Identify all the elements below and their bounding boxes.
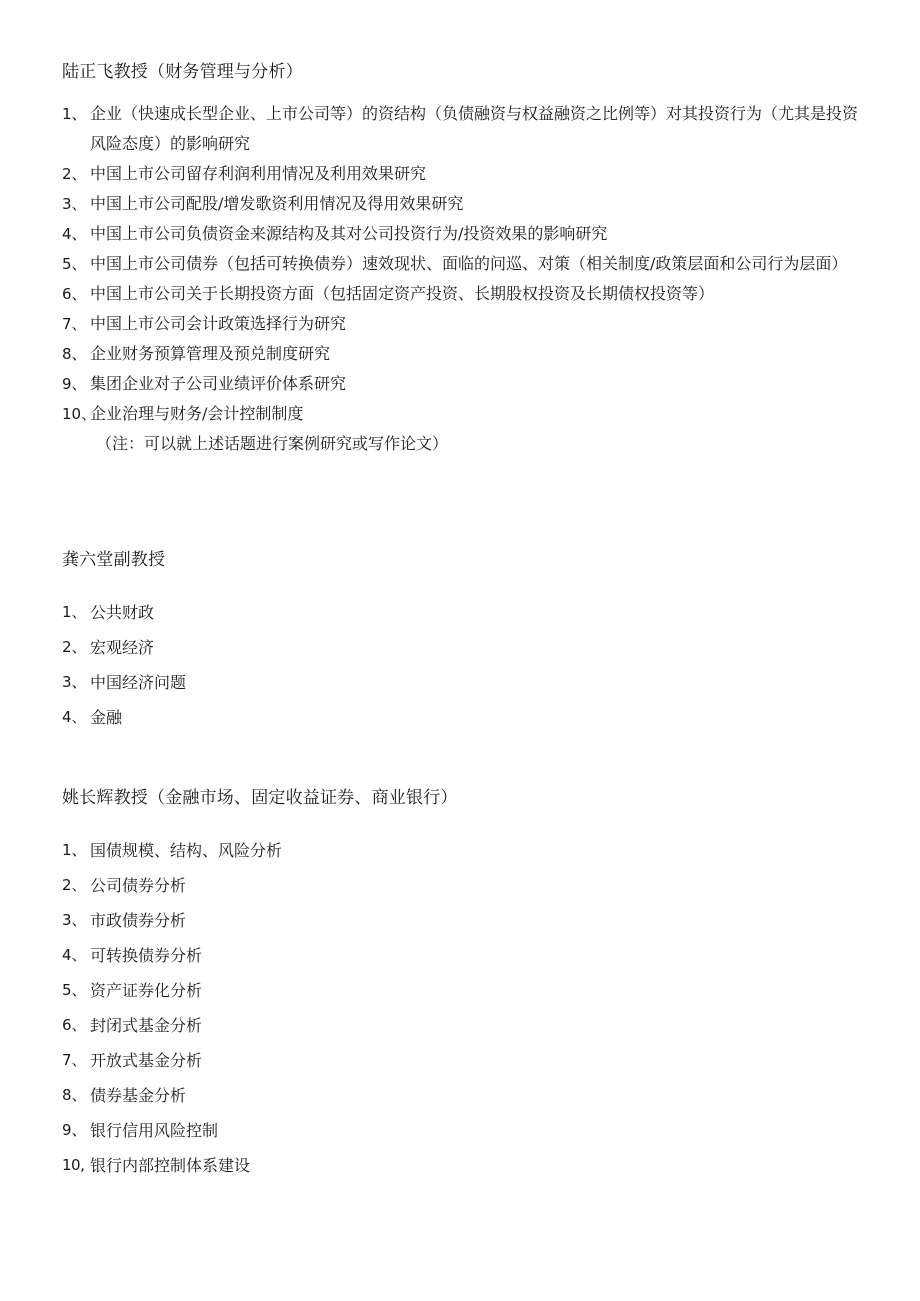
item-text: 债券基金分析	[90, 1086, 187, 1105]
item-number: 5、	[62, 981, 87, 999]
item-number: 3、	[62, 195, 87, 213]
item-number: 1、	[62, 603, 87, 621]
item-number: 10、	[62, 405, 97, 423]
list-item	[62, 99, 862, 159]
item-text: 银行内部控制体系建设	[90, 1156, 251, 1175]
list-item	[62, 249, 862, 279]
section-heading: 陆正飞教授（财务管理与分析）	[62, 62, 303, 82]
topic-list	[62, 833, 862, 1183]
list-item	[62, 973, 862, 1008]
section-heading: 龚六堂副教授	[62, 550, 166, 570]
item-text: 国债规模、结构、风险分析	[90, 841, 283, 860]
item-text: 封闭式基金分析	[90, 1016, 203, 1035]
item-number: 4、	[62, 708, 87, 726]
item-text: 银行信用风险控制	[90, 1121, 219, 1140]
item-text: 中国上市公司债券（包括可转换债券）速效现状、面临的问巡、对策（相关制度/政策层面和公司行为层面）	[90, 254, 848, 273]
item-number: 3、	[62, 673, 87, 691]
topic-list	[62, 99, 862, 429]
item-number: 3、	[62, 911, 87, 929]
item-text: 市政债券分析	[90, 911, 187, 930]
item-number: 6、	[62, 285, 87, 303]
item-number: 9、	[62, 1121, 87, 1139]
list-item	[62, 369, 862, 399]
item-text: 公司债券分析	[90, 876, 187, 895]
list-item	[62, 159, 862, 189]
item-number: 5、	[62, 255, 87, 273]
list-item	[62, 339, 862, 369]
item-text: 中国上市公司会计政策选择行为研究	[90, 314, 347, 333]
list-item	[62, 1008, 862, 1043]
section-lu-zhengfei	[62, 60, 862, 459]
list-item	[62, 1148, 862, 1183]
item-number: 4、	[62, 225, 87, 243]
item-number: 8、	[62, 1086, 87, 1104]
section-heading: 姚长辉教授（金融市场、固定收益证券、商业银行）	[62, 788, 458, 808]
list-item	[62, 219, 862, 249]
list-item	[62, 399, 862, 429]
item-number: 7、	[62, 1051, 87, 1069]
list-item	[62, 700, 862, 735]
item-text: 开放式基金分析	[90, 1051, 203, 1070]
item-text: 公共财政	[90, 603, 155, 622]
item-text: 集团企业对子公司业绩评价体系研究	[90, 374, 347, 393]
list-item	[62, 665, 862, 700]
item-number: 9、	[62, 375, 87, 393]
item-text: 可转换债券分析	[90, 946, 203, 965]
item-text: 中国上市公司留存利润利用情况及利用效果研究	[90, 164, 427, 183]
item-number: 10,	[62, 1156, 85, 1174]
list-item	[62, 595, 862, 630]
list-item	[62, 279, 862, 309]
item-number: 4、	[62, 946, 87, 964]
item-text: 企业（快速成长型企业、上市公司等）的资结构（负债融资与权益融资之比例等）对其投资行为（尤其是投资风险态度）的影响研究	[90, 104, 859, 153]
topic-list	[62, 595, 862, 735]
item-text: 中国上市公司配股/增发歌资利用情况及得用效果研究	[90, 194, 464, 213]
item-text: 企业治理与财务/会计控制制度	[90, 404, 304, 423]
list-item	[62, 189, 862, 219]
section-note: （注：可以就上述话题进行案例研究或写作论文）	[96, 434, 449, 453]
item-text: 企业财务预算管理及预兑制度研究	[90, 344, 331, 363]
item-text: 中国上市公司负债资金来源结构及其对公司投资行为/投资效果的影响研究	[90, 224, 608, 243]
section-gong-liutang	[62, 548, 862, 735]
list-item	[62, 630, 862, 665]
list-item	[62, 1043, 862, 1078]
item-number: 1、	[62, 105, 87, 123]
list-item	[62, 868, 862, 903]
item-number: 6、	[62, 1016, 87, 1034]
item-number: 2、	[62, 165, 87, 183]
item-text: 金融	[90, 708, 123, 727]
item-number: 1、	[62, 841, 87, 859]
item-number: 2、	[62, 876, 87, 894]
item-number: 7、	[62, 315, 87, 333]
item-text: 中国经济问题	[90, 673, 187, 692]
item-text: 宏观经济	[90, 638, 155, 657]
list-item	[62, 938, 862, 973]
section-yao-changhui	[62, 786, 862, 1183]
item-number: 8、	[62, 345, 87, 363]
item-text: 中国上市公司关于长期投资方面（包括固定资产投资、长期股权投资及长期债权投资等）	[90, 284, 715, 303]
item-number: 2、	[62, 638, 87, 656]
item-text: 资产证券化分析	[90, 981, 203, 1000]
list-item	[62, 833, 862, 868]
list-item	[62, 903, 862, 938]
list-item	[62, 1078, 862, 1113]
list-item	[62, 309, 862, 339]
list-item	[62, 1113, 862, 1148]
